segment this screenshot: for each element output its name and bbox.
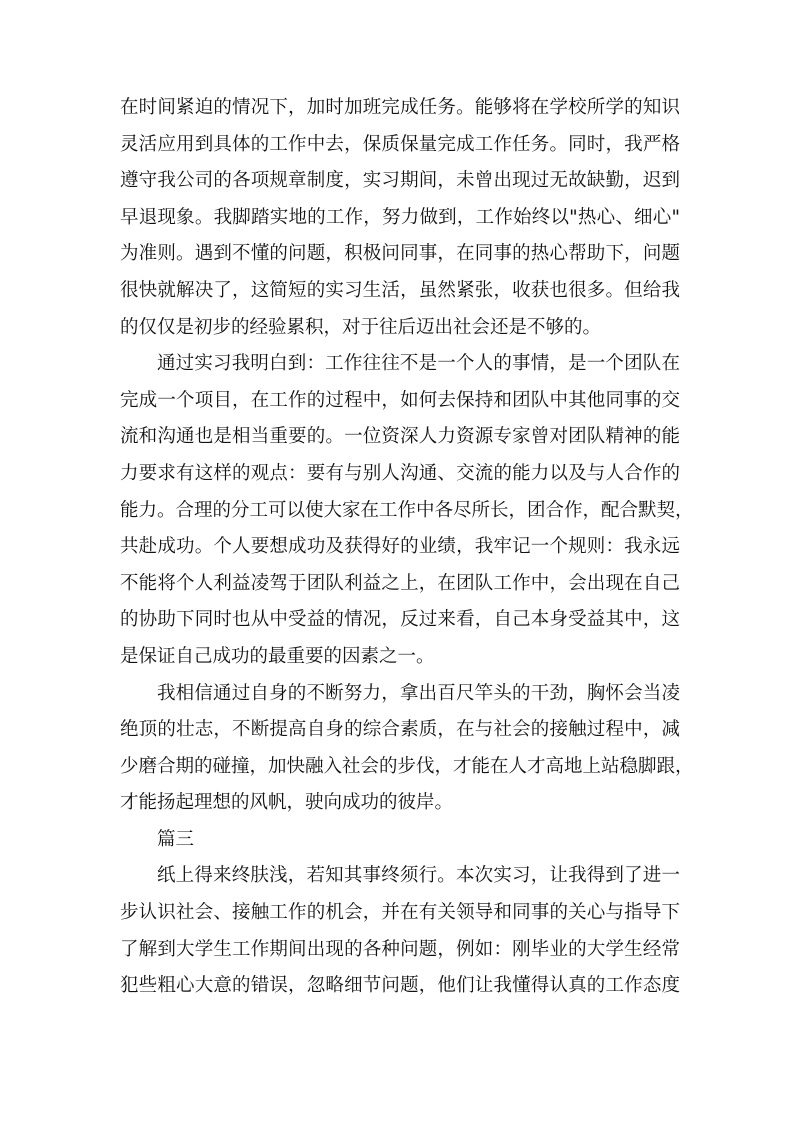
text-line: 不能将个人利益凌驾于团队利益之上，在团队工作中，会出现在自己	[120, 572, 680, 594]
text-line: 很快就解决了，这简短的实习生活，虽然紧张，收获也很多。但给我	[120, 279, 680, 301]
section-heading: 篇三	[157, 828, 195, 850]
text-line: 了解到大学生工作期间出现的各种问题，例如：刚毕业的大学生经常	[120, 938, 680, 960]
text-line: 步认识社会、接触工作的机会，并在有关领导和同事的关心与指导下	[120, 902, 680, 924]
text-line: 少磨合期的碰撞，加快融入社会的步伐，才能在人才高地上站稳脚跟，	[120, 755, 694, 777]
text-line: 早退现象。我脚踏实地的工作，努力做到，工作始终以"热心、细心"	[120, 206, 680, 228]
text-line: 是保证自己成功的最重要的因素之一。	[120, 645, 435, 667]
text-line: 绝顶的壮志，不断提高自身的综合素质，在与社会的接触过程中，减	[120, 719, 680, 741]
paragraph-1	[120, 90, 680, 346]
text-line: 力要求有这样的观点：要有与别人沟通、交流的能力以及与人合作的	[120, 462, 680, 484]
text-line: 完成一个项目，在工作的过程中，如何去保持和团队中其他同事的交	[120, 389, 680, 411]
text-line: 灵活应用到具体的工作中去，保质保量完成工作任务。同时，我严格	[120, 133, 680, 155]
text-line: 共赴成功。个人要想成功及获得好的业绩，我牢记一个规则：我永远	[120, 536, 680, 558]
document-body	[120, 90, 694, 1005]
text-line: 能力。合理的分工可以使大家在工作中各尽所长，团合作，配合默契，	[120, 499, 694, 521]
text-line: 才能扬起理想的风帆，驶向成功的彼岸。	[120, 792, 454, 814]
text-line: 在时间紧迫的情况下，加时加班完成任务。能够将在学校所学的知识	[120, 97, 680, 118]
paragraph-3	[120, 676, 694, 822]
text-line: 纸上得来终肤浅，若知其事终须行。本次实习，让我得到了进一	[157, 865, 680, 887]
paragraph-2	[120, 346, 694, 675]
text-line: 的仅仅是初步的经验累积，对于往后迈出社会还是不够的。	[120, 316, 602, 338]
text-line: 我相信通过自身的不断努力，拿出百尺竿头的干劲，胸怀会当凌	[157, 682, 680, 704]
text-line: 犯些粗心大意的错误，忽略细节问题，他们让我懂得认真的工作态度	[120, 975, 680, 997]
text-line: 遵守我公司的各项规章制度，实习期间，未曾出现过无故缺勤，迟到	[120, 170, 680, 192]
text-line: 为准则。遇到不懂的问题，积极问同事，在同事的热心帮助下，问题	[120, 243, 680, 265]
text-line: 通过实习我明白到：工作往往不是一个人的事情，是一个团队在	[157, 353, 680, 375]
text-line: 流和沟通也是相当重要的。一位资深人力资源专家曾对团队精神的能	[120, 426, 680, 448]
paragraph-4	[120, 858, 680, 1004]
text-line: 的协助下同时也从中受益的情况，反过来看，自己本身受益其中，这	[120, 609, 680, 631]
